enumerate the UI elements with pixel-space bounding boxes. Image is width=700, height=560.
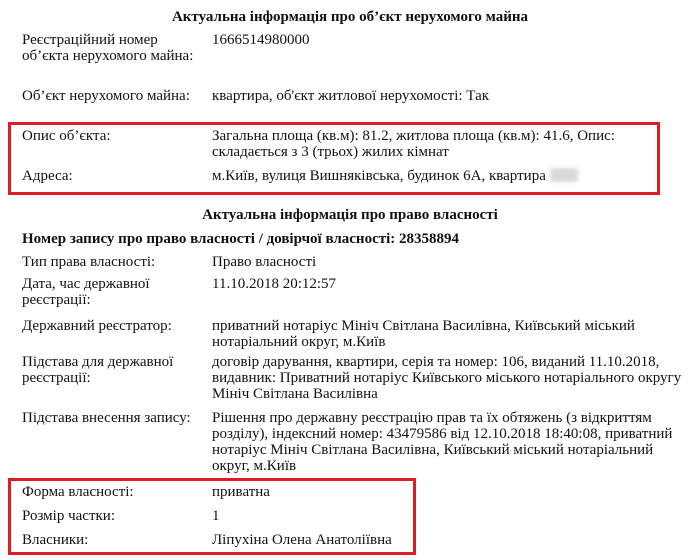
ownership-heading: Актуальна інформація про право власності — [202, 207, 498, 223]
label-owners: Власники: — [22, 532, 89, 548]
value-ownership-form: приватна — [212, 484, 270, 500]
value-registration-number: 1666514980000 — [212, 32, 310, 48]
label-object-type: Об’єкт нерухомого майна: — [22, 88, 190, 104]
property-heading: Актуальна інформація про об’єкт нерухомого майна — [171, 9, 529, 25]
value-registration-basis: договір дарування, квартири, серія та номер: 106, виданий 11.10.2018, видавник: Приватний нотаріус Київського міського нотаріального округу Мініч Світлана Василівна — [212, 354, 682, 402]
label-address: Адреса: — [22, 168, 73, 184]
label-ownership-form: Форма власності: — [22, 484, 134, 500]
value-object-description: Загальна площа (кв.м): 81.2, житлова площа (кв.м): 41.6, Опис: складається з 3 (трьох) жилих кімнат — [212, 128, 615, 160]
value-registration-date: 11.10.2018 20:12:57 — [212, 276, 337, 292]
value-registrar: приватний нотаріус Мініч Світлана Василівна, Київський міський нотаріальний округ, м.Київ — [212, 318, 635, 350]
label-share-size: Розмір частки: — [22, 508, 115, 524]
value-object-type: квартира, об'єкт житлової нерухомості: Так — [212, 88, 490, 104]
highlight-box-owners — [8, 478, 416, 555]
label-registration-basis: Підстава для державної реєстрації: — [22, 354, 174, 386]
value-ownership-type: Право власності — [212, 254, 317, 270]
label-registration-number: Реєстраційний номер об’єкта нерухомого майна: — [22, 32, 194, 64]
label-object-description: Опис об’єкта: — [22, 128, 111, 144]
label-registrar: Державний реєстратор: — [22, 318, 172, 334]
address-text: м.Київ, вулиця Вишняківська, будинок 6А, квартира — [212, 168, 546, 184]
value-share-size: 1 — [212, 508, 220, 524]
value-owners: Ліпухіна Олена Анатоліївна — [212, 532, 392, 548]
label-entry-basis: Підстава внесення запису: — [22, 410, 191, 426]
value-entry-basis: Рішення про державну реєстрацію прав та їх обтяжень (з відкриттям розділу), індексний номер: 43479586 від 12.10.2018 18:40:08, приватний нотаріус Мініч Світлана Василівна, Київський міський нотаріальний округ, м.Київ — [212, 410, 673, 474]
label-registration-date: Дата, час державної реєстрації: — [22, 276, 150, 308]
highlight-box-description — [8, 122, 660, 195]
ownership-record-title: Номер запису про право власності / довірчої власності: 28358894 — [22, 231, 460, 247]
label-ownership-type: Тип права власності: — [22, 254, 156, 270]
